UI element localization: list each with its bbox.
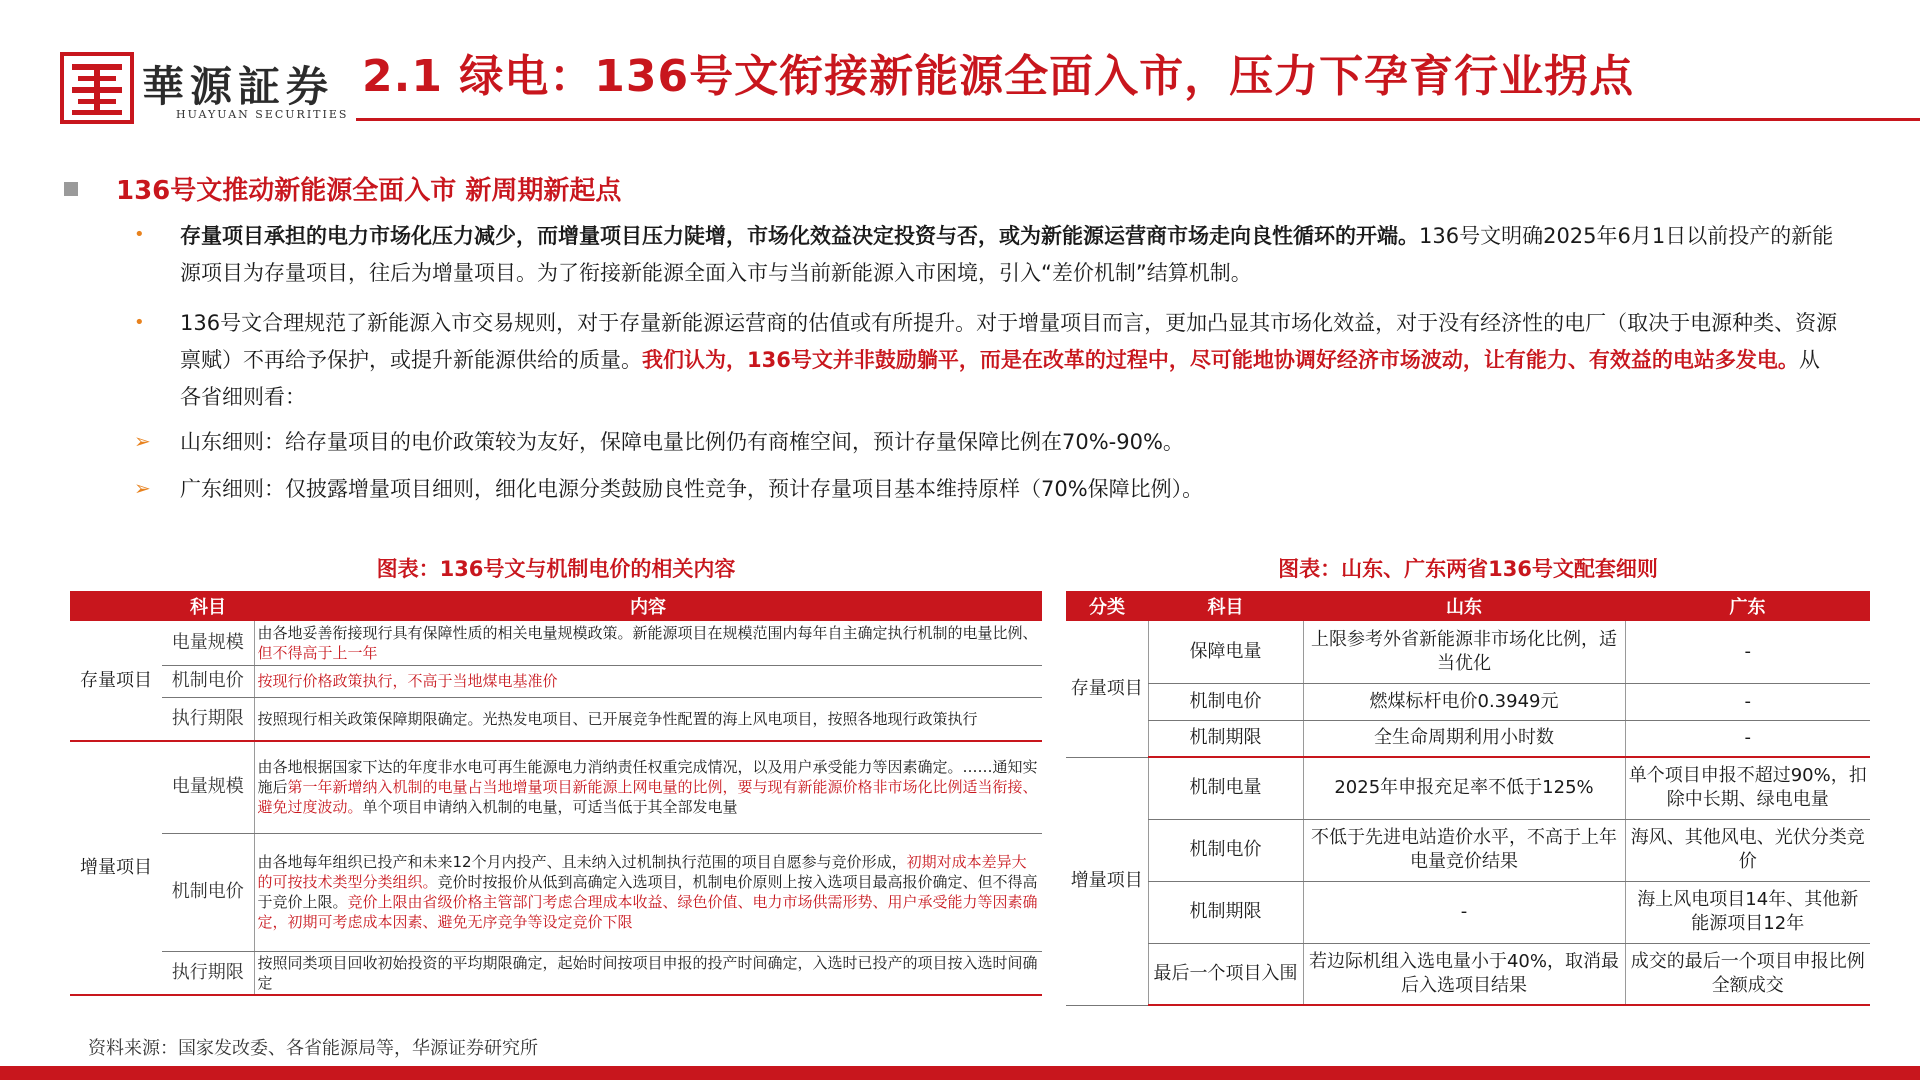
table1-content: 由各地每年组织已投产和未来12个月内投产、且未纳入过机制执行范围的项目自愿参与竞价形成，初期对成本差异大的可按技术类型分类组织。竞价时按报价从低到高确定入选项目，机制电价原则上按入选项目最高报价确定、但不得高于竞价上限。竞价上限由省级价格主管部门考虑合理成本收益、绿色价值、电力市场供需形势、用户承受能力等因素确定，初期可考虑成本因素、避免无序竞争等设定竞价下限 (254, 833, 1042, 951)
paragraph-2-tail: 从各省细则看： (180, 348, 1820, 409)
table-row (1066, 881, 1870, 943)
paragraph-4: 广东细则：仅披露增量项目细则，细化电源分类鼓励良性竞争，预计存量项目基本维持原样（70%保障比例）。 (180, 477, 1204, 501)
table-row (1066, 683, 1870, 720)
table2-guangdong-cell: - (1625, 683, 1870, 720)
table2-subject: 机制电价 (1148, 819, 1303, 881)
section-title: 136号文推动新能源全面入市 新周期新起点 (116, 176, 622, 206)
table1-subject: 执行期限 (162, 697, 254, 741)
title-divider (356, 118, 1920, 121)
table2-guangdong-cell: 单个项目申报不超过90%，扣除中长期、绿电电量 (1625, 757, 1870, 819)
table2-shandong-cell: 全生命周期利用小时数 (1303, 720, 1625, 757)
table1-category-stock: 存量项目 (70, 621, 162, 741)
table2-subject: 最后一个项目入围 (1148, 943, 1303, 1005)
table-row (70, 741, 1042, 833)
table-row (70, 621, 1042, 665)
table2-shandong-cell: - (1303, 881, 1625, 943)
source-note: 资料来源：国家发改委、各省能源局等，华源证券研究所 (88, 1038, 538, 1059)
company-logo (60, 48, 349, 128)
table2-shandong-cell: 燃煤标杆电价0.3949元 (1303, 683, 1625, 720)
table-row (1066, 943, 1870, 1005)
table-row (70, 833, 1042, 951)
table2-guangdong-cell: 海上风电项目14年、其他新能源项目12年 (1625, 881, 1870, 943)
paragraph-3: 山东细则：给存量项目的电价政策较为友好，保障电量比例仍有商榷空间，预计存量保障比例在70%-90%。 (180, 430, 1184, 454)
table1-category-incremental: 增量项目 (70, 741, 162, 995)
table1-subject: 电量规模 (162, 741, 254, 833)
table2-caption: 图表：山东、广东两省136号文配套细则 (1278, 557, 1658, 581)
table2-shandong-cell: 若边际机组入选电量小于40%，取消最后入选项目结果 (1303, 943, 1625, 1005)
page-title: 2.1 绿电：136号文衔接新能源全面入市，压力下孕育行业拐点 (362, 51, 1635, 102)
table2-category-stock: 存量项目 (1066, 621, 1148, 757)
dot-bullet-icon: • (134, 224, 145, 245)
paragraph-1 (180, 218, 1840, 292)
table1-header-content: 内容 (254, 591, 1042, 621)
table2-header-category: 分类 (1066, 591, 1148, 621)
table1-subject: 电量规模 (162, 621, 254, 665)
logo-seal-icon (60, 52, 134, 124)
table1-header-blank (70, 591, 162, 621)
paragraph-2 (180, 305, 1840, 416)
table1-content: 按照同类项目回收初始投资的平均期限确定，起始时间按项目申报的投产时间确定，入选时已投产的项目按入选时间确定 (254, 951, 1042, 995)
table-row (1066, 757, 1870, 819)
paragraph-1-emphasis: 存量项目承担的电力市场化压力减少，而增量项目压力陡增，市场化效益决定投资与否，或为新能源运营商市场走向良性循环的开端。 (180, 224, 1419, 248)
policy-content-table (70, 591, 1042, 996)
table1-content: 按照现行相关政策保障期限确定。光热发电项目、已开展竞争性配置的海上风电项目，按照各地现行政策执行 (254, 697, 1042, 741)
table2-subject: 机制电量 (1148, 757, 1303, 819)
table1-caption: 图表：136号文与机制电价的相关内容 (376, 557, 736, 581)
table2-guangdong-cell: 海风、其他风电、光伏分类竞价 (1625, 819, 1870, 881)
paragraph-2-highlight: 我们认为，136号文并非鼓励躺平，而是在改革的过程中，尽可能地协调好经济市场波动，让有能力、有效益的电站多发电。 (642, 348, 1799, 372)
table1-subject: 机制电价 (162, 665, 254, 697)
table1-subject: 机制电价 (162, 833, 254, 951)
square-bullet-icon (64, 182, 78, 196)
table2-subject: 机制期限 (1148, 881, 1303, 943)
table2-subject: 保障电量 (1148, 621, 1303, 683)
paragraph-2-text: 136号文合理规范了新能源入市交易规则，对于存量新能源运营商的估值或有所提升。对于增量项目而言，更加凸显其市场化效益，对于没有经济性的电厂（取决于电源种类、资源禀赋）不再给予保护，或提升新能源供给的质量。 (180, 311, 1838, 372)
table2-guangdong-cell: 成交的最后一个项目申报比例全额成交 (1625, 943, 1870, 1005)
table-row (70, 697, 1042, 741)
table2-shandong-cell: 上限参考外省新能源非市场化比例，适当优化 (1303, 621, 1625, 683)
table-row (1066, 819, 1870, 881)
table-row (70, 951, 1042, 995)
arrow-bullet-icon: ➢ (134, 429, 151, 453)
paragraph-1-text: 136号文明确2025年6月1日以前投产的新能源项目为存量项目，往后为增量项目。为了衔接新能源全面入市与当前新能源入市困境，引入“差价机制”结算机制。 (180, 224, 1834, 285)
logo-text: 華源証券 (142, 62, 335, 111)
table2-shandong-cell: 2025年申报充足率不低于125% (1303, 757, 1625, 819)
table2-shandong-cell: 不低于先进电站造价水平，不高于上年电量竞价结果 (1303, 819, 1625, 881)
arrow-bullet-icon: ➢ (134, 476, 151, 500)
table1-content: 按现行价格政策执行，不高于当地煤电基准价 (254, 665, 1042, 697)
table2-guangdong-cell: - (1625, 720, 1870, 757)
table1-header-subject: 科目 (162, 591, 254, 621)
table2-subject: 机制电价 (1148, 683, 1303, 720)
table2-header-guangdong: 广东 (1625, 591, 1870, 621)
table-row (70, 665, 1042, 697)
province-rules-table (1066, 591, 1870, 1006)
table2-subject: 机制期限 (1148, 720, 1303, 757)
table2-header-subject: 科目 (1148, 591, 1303, 621)
table1-subject: 执行期限 (162, 951, 254, 995)
bottom-bar (0, 1066, 1920, 1080)
table-row (1066, 720, 1870, 757)
table2-guangdong-cell: - (1625, 621, 1870, 683)
table-row (1066, 621, 1870, 683)
table2-header-shandong: 山东 (1303, 591, 1625, 621)
logo-subtitle: HUAYUAN SECURITIES (176, 108, 349, 121)
table1-content: 由各地妥善衔接现行具有保障性质的相关电量规模政策。新能源项目在规模范围内每年自主确定执行机制的电量比例、但不得高于上一年 (254, 621, 1042, 665)
table1-content: 由各地根据国家下达的年度非水电可再生能源电力消纳责任权重完成情况，以及用户承受能力等因素确定。……通知实施后第一年新增纳入机制的电量占当地增量项目新能源上网电量的比例，要与现有新能源价格非市场化比例适当衔接、避免过度波动。单个项目申请纳入机制的电量，可适当低于其全部发电量 (254, 741, 1042, 833)
table2-category-incremental: 增量项目 (1066, 757, 1148, 1005)
dot-bullet-icon: • (134, 312, 145, 333)
